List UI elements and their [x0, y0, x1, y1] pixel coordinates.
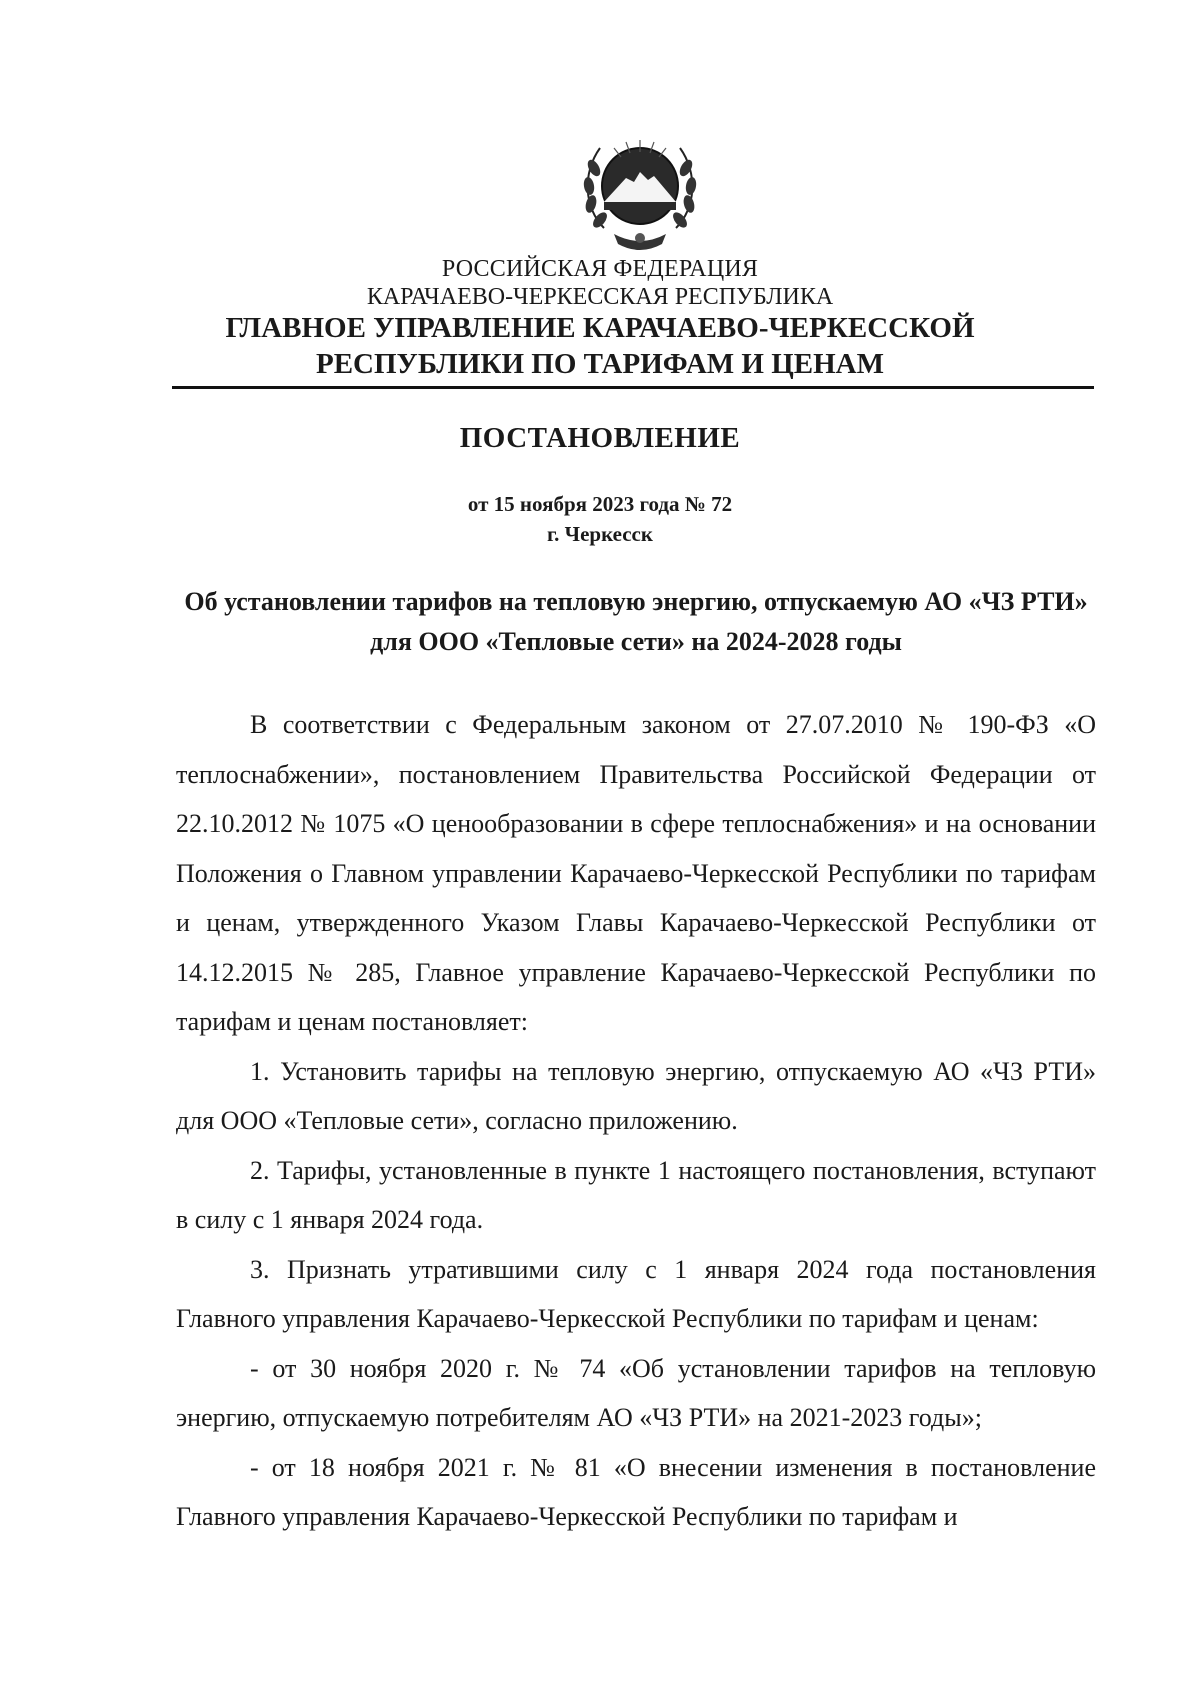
document-date-number: от 15 ноября 2023 года № 72	[467, 492, 733, 516]
document-title: Об установлении тарифов на тепловую энергию, отпускаемую АО «ЧЗ РТИ» для ООО «Тепловые сети» на 2024-2028 годы	[184, 587, 1088, 656]
sub-item-2-paragraph: - от 18 ноября 2021 г. № 81 «О внесении изменения в постановление Главного управления Карачаево-Черкесской Республики по тарифам и	[176, 1452, 1096, 1531]
item-3-paragraph: 3. Признать утратившими силу с 1 января 2024 года постановления Главного управления Карачаево-Черкесской Республики по тарифам и ценам:	[176, 1254, 1096, 1333]
header-agency-line2: РЕСПУБЛИКИ ПО ТАРИФАМ И ЦЕНАМ	[316, 348, 884, 380]
coat-of-arms-icon	[574, 118, 706, 260]
header-agency-line1: ГЛАВНОЕ УПРАВЛЕНИЕ КАРАЧАЕВО-ЧЕРКЕССКОЙ	[225, 312, 975, 344]
header-divider	[172, 386, 1094, 389]
document-type: ПОСТАНОВЛЕНИЕ	[459, 422, 741, 454]
document-city: г. Черкесск	[547, 522, 653, 546]
item-2-paragraph: 2. Тарифы, установленные в пункте 1 настоящего постановления, вступают в силу с 1 января 2024 года.	[176, 1155, 1096, 1234]
header-republic: КАРАЧАЕВО-ЧЕРКЕССКАЯ РЕСПУБЛИКА	[366, 284, 834, 310]
preamble-paragraph: В соответствии с Федеральным законом от 27.07.2010 № 190-ФЗ «О теплоснабжении», постановлением Правительства Российской Федерации от 22.10.2012 № 1075 «О ценообразовании в сфере теплоснабжения» и на основании Положения о Главном управлении Карачаево-Черкесской Республики по тарифам и ценам, утвержденного Указом Главы Карачаево-Черкесской Республики от 14.12.2015 № 285, Главное управление Карачаево-Черкесской Республики по тарифам и ценам постановляет:	[176, 710, 1096, 1036]
document-body	[176, 700, 1096, 1542]
header-country: РОССИЙСКАЯ ФЕДЕРАЦИЯ	[441, 256, 759, 282]
item-1-paragraph: 1. Установить тарифы на тепловую энергию, отпускаемую АО «ЧЗ РТИ» для ООО «Тепловые сети», согласно приложению.	[176, 1056, 1096, 1135]
sub-item-1-paragraph: - от 30 ноября 2020 г. № 74 «Об установлении тарифов на тепловую энергию, отпускаемую потребителям АО «ЧЗ РТИ» на 2021-2023 годы»;	[176, 1353, 1096, 1432]
